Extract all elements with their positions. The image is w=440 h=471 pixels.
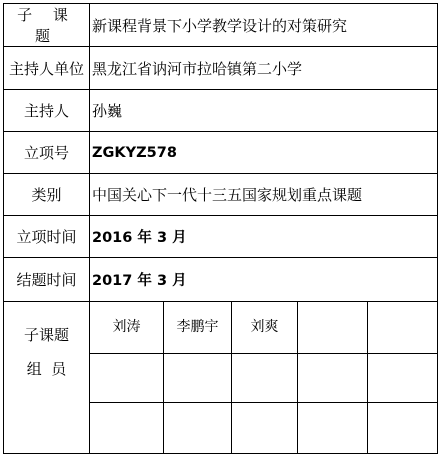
value-host: 孙巍	[90, 90, 438, 132]
value-project-number: ZGKYZ578	[90, 132, 438, 174]
member-cell: 李鹏宇	[164, 302, 232, 354]
row-project-number	[4, 132, 438, 174]
member-cell	[232, 403, 298, 454]
row-start-date	[4, 216, 438, 258]
label-end-date: 结题时间	[4, 258, 90, 302]
row-category	[4, 174, 438, 216]
label-subproject: 子 课 题	[4, 4, 90, 47]
label-host: 主持人	[4, 90, 90, 132]
label-project-number: 立项号	[4, 132, 90, 174]
row-end-date	[4, 258, 438, 302]
member-cell	[298, 302, 368, 354]
label-start-date: 立项时间	[4, 216, 90, 258]
label-members	[4, 302, 90, 454]
label-category: 类别	[4, 174, 90, 216]
member-cell	[90, 403, 164, 454]
member-cell	[164, 354, 232, 403]
value-category: 中国关心下一代十三五国家规划重点课题	[90, 174, 438, 216]
member-cell	[368, 354, 438, 403]
row-host	[4, 90, 438, 132]
member-cell: 刘爽	[232, 302, 298, 354]
label-members-line1: 子课题	[23, 326, 69, 344]
value-start-date: 2016 年 3 月	[90, 216, 438, 258]
member-cell	[298, 403, 368, 454]
row-subproject	[4, 4, 438, 47]
member-cell: 刘涛	[90, 302, 164, 354]
label-host-unit: 主持人单位	[4, 47, 90, 90]
label-members-line2: 组 员	[26, 360, 67, 378]
value-host-unit: 黑龙江省讷河市拉哈镇第二小学	[90, 47, 438, 90]
subproject-info-table	[3, 3, 438, 454]
row-host-unit	[4, 47, 438, 90]
member-cell	[164, 403, 232, 454]
member-cell	[368, 302, 438, 354]
member-cell	[232, 354, 298, 403]
row-members-1	[4, 302, 438, 354]
member-cell	[90, 354, 164, 403]
member-cell	[368, 403, 438, 454]
value-end-date: 2017 年 3 月	[90, 258, 438, 302]
value-subproject-title: 新课程背景下小学教学设计的对策研究	[90, 4, 438, 47]
member-cell	[298, 354, 368, 403]
